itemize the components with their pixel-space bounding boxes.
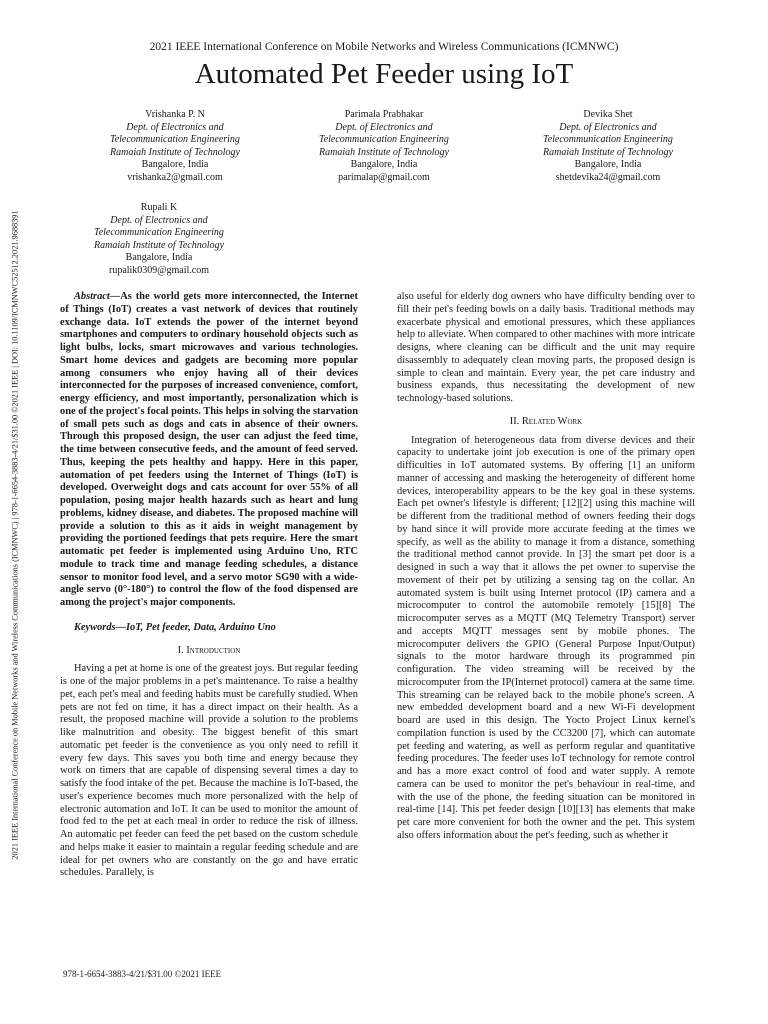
author-name: Rupali K <box>140 202 178 213</box>
keywords: Keywords—IoT, Pet feeder, Data, Arduino Uno <box>74 621 276 633</box>
author-institution: Ramaiah Institute of Technology <box>543 146 673 158</box>
author-block <box>60 109 290 184</box>
author-dept: Dept. of Electronics and <box>110 214 208 226</box>
author-email: shetdevika24@gmail.com <box>555 171 661 183</box>
introduction-paragraph: Having a pet at home is one of the greatest joys. But regular feeding is one of the major problems in a pet's maintenance. To raise a healthy pet, each pet's meal and feeding habits must be carefully studied. When pets are not fed on time, it has a direct impact on their health. As a result, the proposed machine will provide a solution to the problems like malnutrition and obesity. The biggest benefit of this smart automatic pet feeder is the convenience as you only need to refill it every few days. This saves you both time and energy because they work on timers that are capable of dispensing several times a day to satisfy the food intake of the pet. Because the machine is IoT-based, the user's experience becomes much more personalized with the help of electronic automation and IoT. It can be used to monitor the amount of food fed to the pet at each meal in order to reduce the risk of illness. An automatic pet feeder can feed the pet based on the custom schedule and helps make it easier to maintain a regular feeding schedule and are ideal for pet owners who are constantly on the go and have erratic schedules. Parallely, is <box>60 663 358 879</box>
author-block <box>493 109 723 184</box>
author-block <box>269 109 499 184</box>
right-column <box>397 291 695 843</box>
author-city: Bangalore, India <box>125 252 193 263</box>
author-name: Parimala Prabhakar <box>344 109 424 120</box>
author-dept: Telecommunication Engineering <box>94 227 224 238</box>
author-dept: Telecommunication Engineering <box>543 134 673 145</box>
sidebar-citation <box>8 130 22 940</box>
conference-header: 2021 IEEE International Conference on Mobile Networks and Wireless Communications (ICMNWC) <box>149 41 619 53</box>
author-dept: Telecommunication Engineering <box>110 134 240 145</box>
section-title: Introduction <box>186 644 241 656</box>
author-dept: Dept. of Electronics and <box>335 121 433 133</box>
abstract-text: —As the world gets more interconnected, the Internet of Things (IoT) creates a vast network of devices that routinely exchange data. IoT extends the power of the internet beyond smartphones and computers to ordinary household objects such as light bulbs, locks, smart microwaves and various technologies. Smart home devices and gadgets are becoming more popular among consumers who enjoy having all of their devices interconnected for the purposes of increased convenience, comfort, energy efficiency, and most importantly, personalization which is one of the project's focal points. This helps in solving the starvation of small pets such as dogs and cats in absence of their owners. Through this proposed design, the user can adjust the feed time, the time between consecutive feeds, and the amount of feed served. Thus, keeping the pets healthy and happy. Here in this paper, automation of pet feeders using the Internet of Things (IoT) is developed. Overweight dogs and cats account for over 55% of all population, posing major health hazards such as heart and lung problems, kidney disease, and diabetes. The proposed machine will provide a solution to this as it aids in weight management by providing the portioned feedings that pets require. Here the smart automatic pet feeder is implemented using Arduino Uno, RTC module to track time and manage feeding schedules, a distance sensor to monitor food level, and a servo motor SG90 with a wide-angle servo (0°-180°) to control the flow of the food dispensed are among the project's major components. <box>60 291 358 608</box>
author-email: parimalap@gmail.com <box>338 171 430 183</box>
section-number: I. <box>177 644 184 656</box>
author-dept: Dept. of Electronics and <box>126 121 224 133</box>
author-city: Bangalore, India <box>574 159 642 170</box>
footer-copyright: 978-1-6654-3883-4/21/$31.00 ©2021 IEEE <box>63 969 222 979</box>
author-block <box>44 202 274 277</box>
section-number: II. <box>509 415 520 427</box>
author-email: vrishanka2@gmail.com <box>127 171 223 183</box>
author-dept: Dept. of Electronics and <box>559 121 657 133</box>
author-institution: Ramaiah Institute of Technology <box>94 239 224 251</box>
author-name: Devika Shet <box>583 109 633 120</box>
left-column <box>60 291 358 880</box>
author-institution: Ramaiah Institute of Technology <box>110 146 240 158</box>
author-name: Vrishanka P. N <box>145 109 205 120</box>
author-institution: Ramaiah Institute of Technology <box>319 146 449 158</box>
abstract-label: Abstract <box>74 291 110 302</box>
section-title: Related Work <box>521 415 583 427</box>
author-email: rupalik0309@gmail.com <box>108 264 210 276</box>
author-city: Bangalore, India <box>350 159 418 170</box>
introduction-continued-paragraph: also useful for elderly dog owners who have difficulty bending over to fill their pet's feeding bowls on a daily basis. Traditional methods may exacerbate physical and emotional pressures, which these appliances help to alleviate. When compared to other machines with more intricate designs, where cleaning can be difficult and the unit may require disassembly to adequately clean moving parts, the proposed design is simple to clean and maintain. Every year, the pet care industry and business expands, thus necessitating the development of new technology-based solutions. <box>397 291 695 404</box>
abstract <box>60 291 358 610</box>
sidebar-citation-text: 2021 IEEE International Conference on Mobile Networks and Wireless Communications (ICMNWC) | 978-1-6654-3883-4/21/$31.00 ©2021 IEEE | DOI: 10.1109/ICMNWC52512.2021.9688391 <box>10 210 20 860</box>
author-dept: Telecommunication Engineering <box>319 134 449 145</box>
section-heading-related-work <box>397 416 695 429</box>
related-work-paragraph: Integration of heterogeneous data from diverse devices and their capacity to undertake joint job execution is one of the primary open difficulties in IoT automated systems. By offering [1] an uniform manner of accessing and masking the heterogeneity of different home devices, interoperability appears to be the key goal in these systems. Each pet owner's lifestyle is different; [12][2] using this machine will be different from the traditional method of owners feeding their dogs by hand since it will provide more accurate feeding at the times we specify, as well as the ability to manage it from a distance, something the traditional method cannot provide. In [3] the smart pet door is a designed in such a way that it allows the pet owner to supervise the movement of their pet by utilizing a sensing tag on the collar. An automated system is built using Internet protocol (IP) camera and a microcomputer to control the automobile remotely [15][8] The microcomputer serves as a MQTT (MQ Telemetry Transport) server and accepts MQTT messages sent by mobile phones. The microcomputer delivers the GPIO (General Purpose Input/Output) signals to the motor hardware through its programmed pin configuration. The video streaming will be received by the microcomputer from the IP(Internet protocol) camera at the same time. This streaming can be relayed back to the mobile phone's screen. A new embedded development board and a new Wi-Fi development board are used in this design. The Yocto Project Linux kernel's compilation function is used by the CC3200 [7], which can automate pet feeding and watering, as well as perform regular and quantitative feeding procedures. The feeder uses IoT technology for remote control and has a more exact control of food and water supply. A remote camera can be used to monitor the pet's behaviour in real-time, and with the use of the phone, the feeding situation can be monitored in real-time [14]. This pet feeder design [10][13] has elements that make pet care more convenient for both the owner and the pet. This system also offers information about the pet's feeding, such as whether it <box>397 434 695 841</box>
author-city: Bangalore, India <box>141 159 209 170</box>
section-heading-introduction <box>60 645 358 658</box>
paper-title: Automated Pet Feeder using IoT <box>194 58 574 90</box>
